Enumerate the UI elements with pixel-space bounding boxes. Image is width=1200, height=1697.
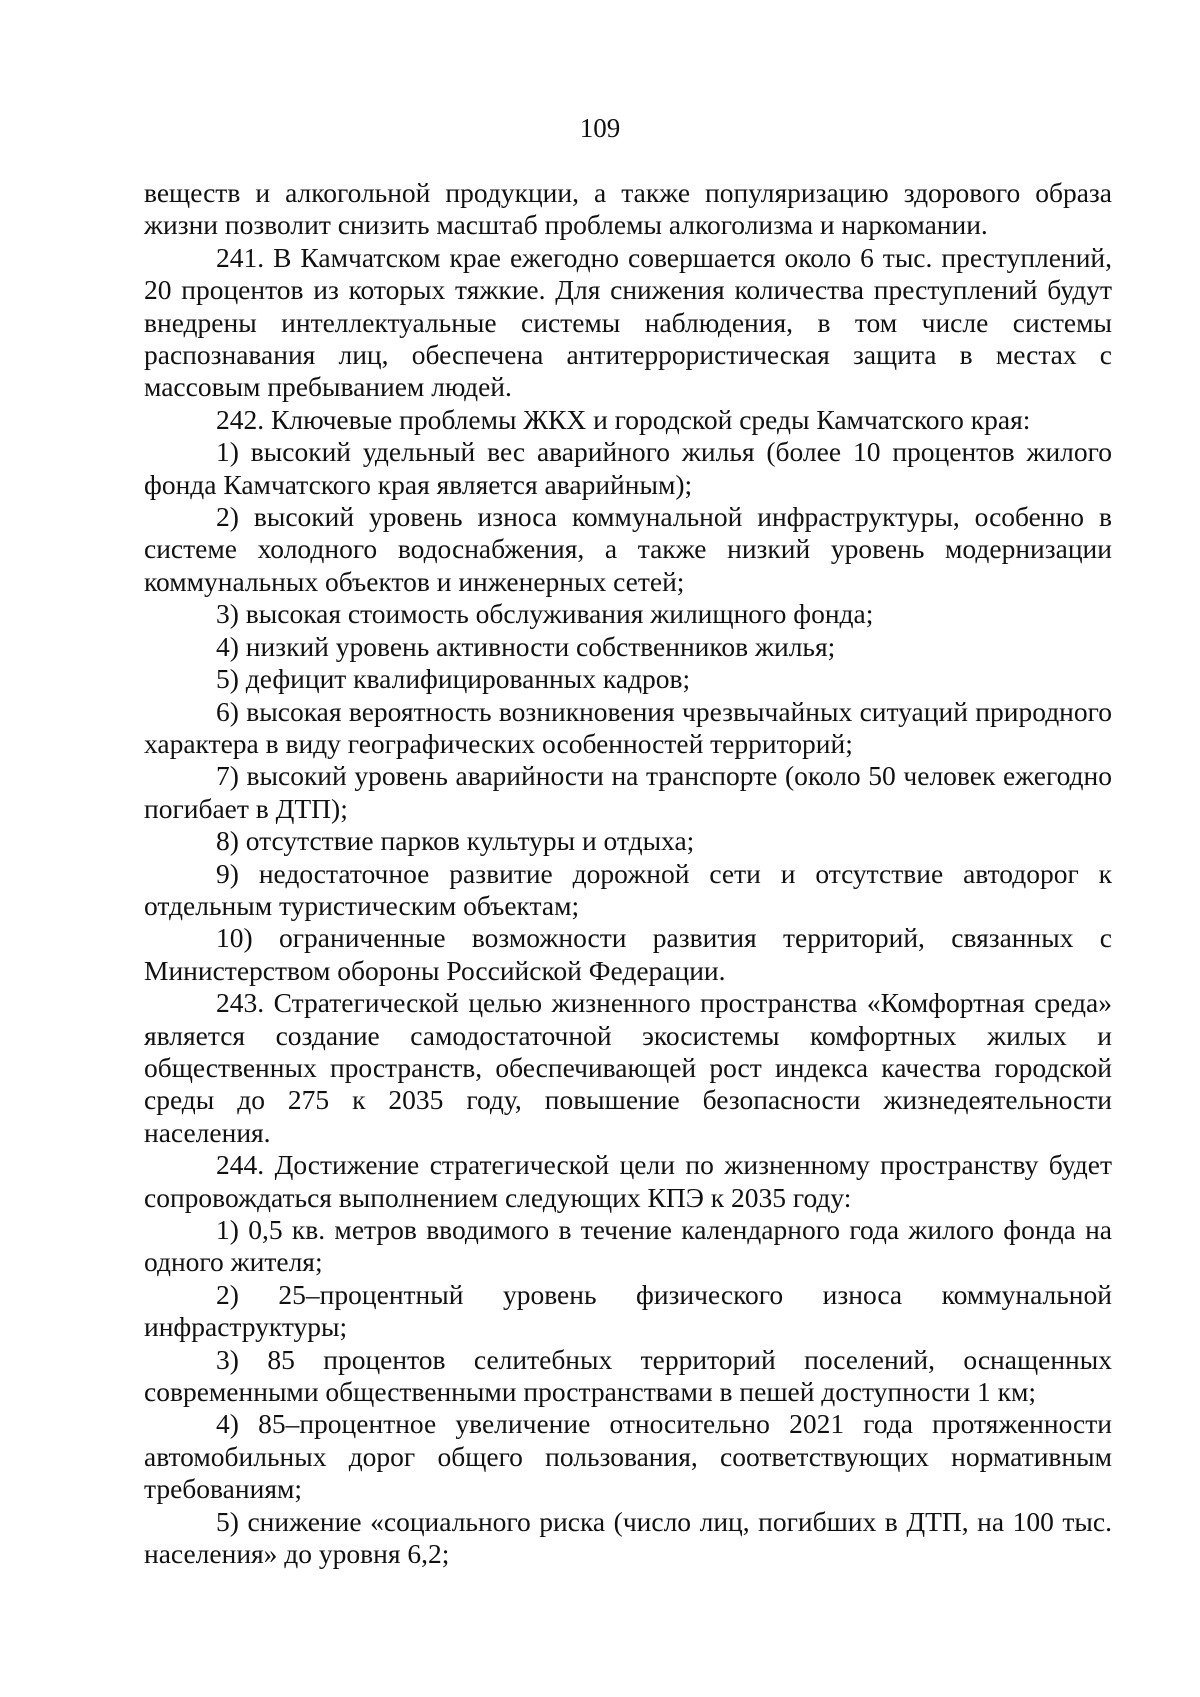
list-item-242-5: 5) дефицит квалифицированных кадров; bbox=[216, 663, 691, 695]
list-item-242-2: 2) высокий уровень износа коммунальной инфраструктуры, особенно в системе холодного водоснабжения, а также низкий уровень модернизации коммунальных объектов и инженерных сетей; bbox=[144, 501, 1112, 597]
paragraph-241: 241. В Камчатском крае ежегодно совершается около 6 тыс. преступлений, 20 процентов из которых тяжкие. Для снижения количества преступлений будут внедрены интеллектуальные системы наблюдения, в том числе системы распознавания лиц, обеспечена антитеррористическая защита в местах с массовым пребыванием людей. bbox=[144, 241, 1112, 403]
list-item-242-10: 10) ограниченные возможности развития территорий, связанных с Министерством обороны Российской Федерации. bbox=[144, 922, 1112, 986]
paragraph-continuation: веществ и алкогольной продукции, а также популяризацию здорового образа жизни позволит снизить масштаб проблемы алкоголизма и наркомании. bbox=[144, 177, 1112, 241]
list-item-242-4: 4) низкий уровень активности собственников жилья; bbox=[216, 630, 836, 662]
list-item-244-5: 5) снижение «социального риска (число лиц, погибших в ДТП, на 100 тыс. населения» до уровня 6,2; bbox=[144, 1505, 1112, 1570]
list-item-242-8: 8) отсутствие парков культуры и отдыха; bbox=[216, 825, 695, 857]
list-item-244-4: 4) 85–процентное увеличение относительно 2021 года протяженности автомобильных дорог общего пользования, соответствующих нормативным требованиям; bbox=[144, 1408, 1112, 1505]
paragraph-244: 244. Достижение стратегической цели по жизненному пространству будет сопровождаться выполнением следующих КПЭ к 2035 году: bbox=[144, 1149, 1112, 1213]
list-item-244-2: 2) 25–процентный уровень физического износа коммунальной инфраструктуры; bbox=[144, 1278, 1112, 1343]
list-item-242-9: 9) недостаточное развитие дорожной сети и отсутствие автодорог к отдельным туристическим объектам; bbox=[144, 857, 1112, 921]
list-item-242-3: 3) высокая стоимость обслуживания жилищного фонда; bbox=[216, 598, 874, 630]
list-item-242-1: 1) высокий удельный вес аварийного жилья (более 10 процентов жилого фонда Камчатского края является аварийным); bbox=[144, 436, 1112, 500]
paragraph-242: 242. Ключевые проблемы ЖКХ и городской среды Камчатского края: bbox=[216, 403, 1031, 435]
list-item-242-7: 7) высокий уровень аварийности на транспорте (около 50 человек ежегодно погибает в ДТП); bbox=[144, 760, 1112, 824]
page-number: 109 bbox=[579, 113, 621, 143]
list-item-242-6: 6) высокая вероятность возникновения чрезвычайных ситуаций природного характера в виду географических особенностей территорий; bbox=[144, 695, 1112, 759]
document-body bbox=[144, 177, 1112, 1570]
paragraph-243: 243. Стратегической целью жизненного пространства «Комфортная среда» является создание самодостаточной экосистемы комфортных жилых и общественных пространств, обеспечивающей рост индекса качества городской среды до 275 к 2035 году, повышение безопасности жизнедеятельности населения. bbox=[144, 987, 1112, 1148]
list-item-244-3: 3) 85 процентов селитебных территорий поселений, оснащенных современными общественными пространствами в пешей доступности 1 км; bbox=[144, 1343, 1112, 1408]
list-item-244-1: 1) 0,5 кв. метров вводимого в течение календарного года жилого фонда на одного жителя; bbox=[144, 1214, 1112, 1278]
